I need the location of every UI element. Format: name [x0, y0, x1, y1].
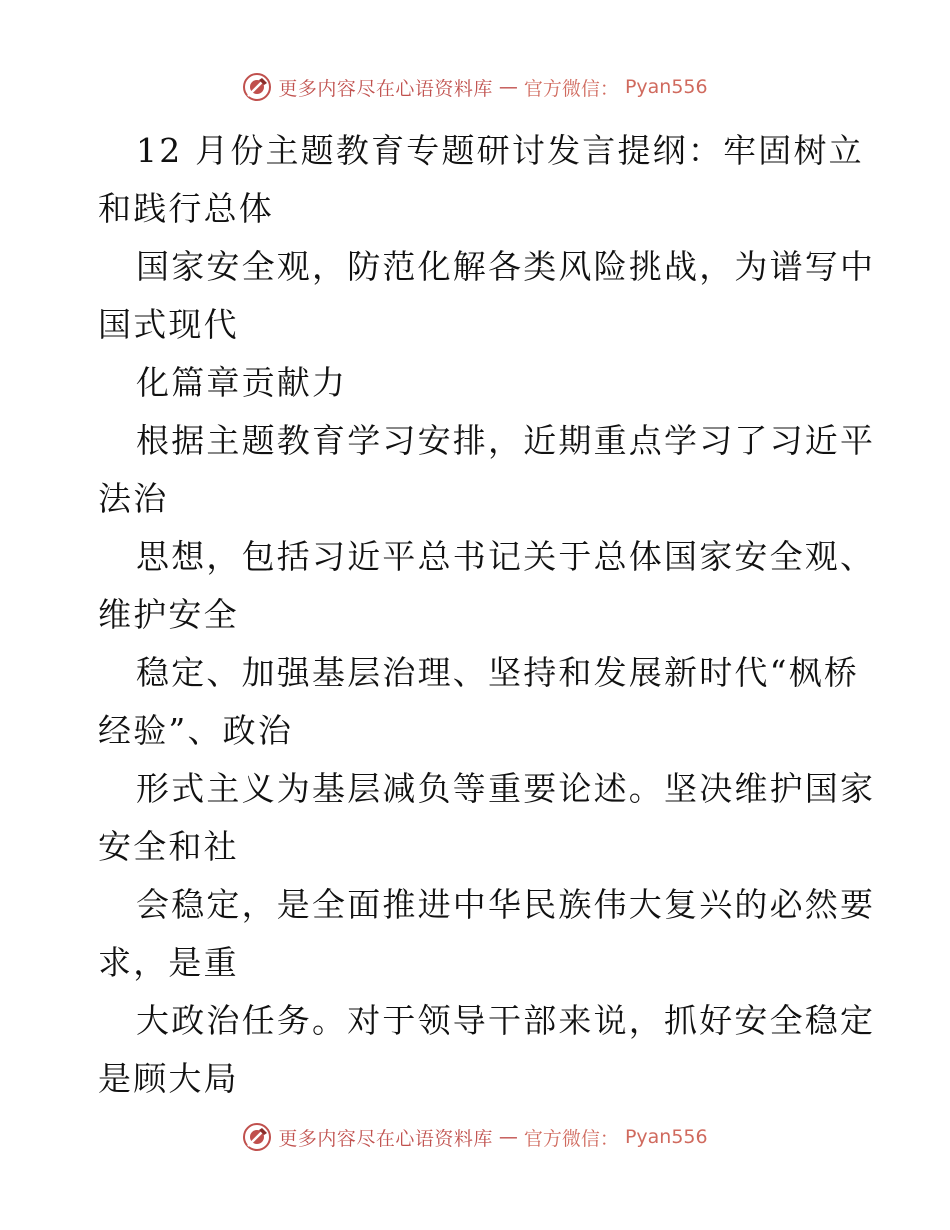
document-line: 是顾大局 — [98, 1059, 239, 1098]
watermark-footer — [0, 1122, 950, 1152]
document-line: 形式主义为基层减负等重要论述。坚决维护国家 — [136, 769, 876, 808]
watermark-wechat-label: 官方微信： — [523, 1127, 619, 1150]
document-line: 根据主题教育学习安排，近期重点学习了习近平 — [136, 421, 876, 460]
watermark-brand-text: 更多内容尽在心语资料库 — [278, 1127, 493, 1150]
watermark-wechat-label: 官方微信： — [523, 77, 619, 100]
document-line: 和践行总体 — [98, 189, 274, 228]
watermark-brand-text: 更多内容尽在心语资料库 — [278, 77, 493, 100]
document-line: 12 月份主题教育专题研讨发言提纲：牢固树立 — [136, 131, 864, 170]
document-line: 会稳定，是全面推进中华民族伟大复兴的必然要 — [136, 885, 876, 924]
watermark-separator: — — [498, 76, 518, 98]
document-line: 安全和社 — [98, 827, 239, 866]
document-line: 法治 — [98, 479, 169, 518]
watermark-header — [0, 72, 950, 102]
brand-logo-icon — [242, 72, 272, 102]
watermark-separator: — — [498, 1126, 518, 1148]
watermark-wechat-id: Pyan556 — [624, 76, 708, 98]
document-line: 国家安全观，防范化解各类风险挑战，为谱写中 — [136, 247, 876, 286]
document-line: 求，是重 — [98, 943, 239, 982]
document-line: 维护安全 — [98, 595, 239, 634]
document-line: 经验”、政治 — [98, 711, 294, 750]
brand-logo-icon — [242, 1122, 272, 1152]
watermark-wechat-id: Pyan556 — [624, 1126, 708, 1148]
document-line: 大政治任务。对于领导干部来说，抓好安全稳定 — [136, 1001, 876, 1040]
document-line: 思想，包括习近平总书记关于总体国家安全观、 — [136, 537, 876, 576]
document-line: 化篇章贡献力 — [136, 363, 348, 402]
document-line: 稳定、加强基层治理、坚持和发展新时代“枫桥 — [136, 653, 860, 692]
document-line: 国式现代 — [98, 305, 239, 344]
document-body — [98, 122, 876, 1108]
